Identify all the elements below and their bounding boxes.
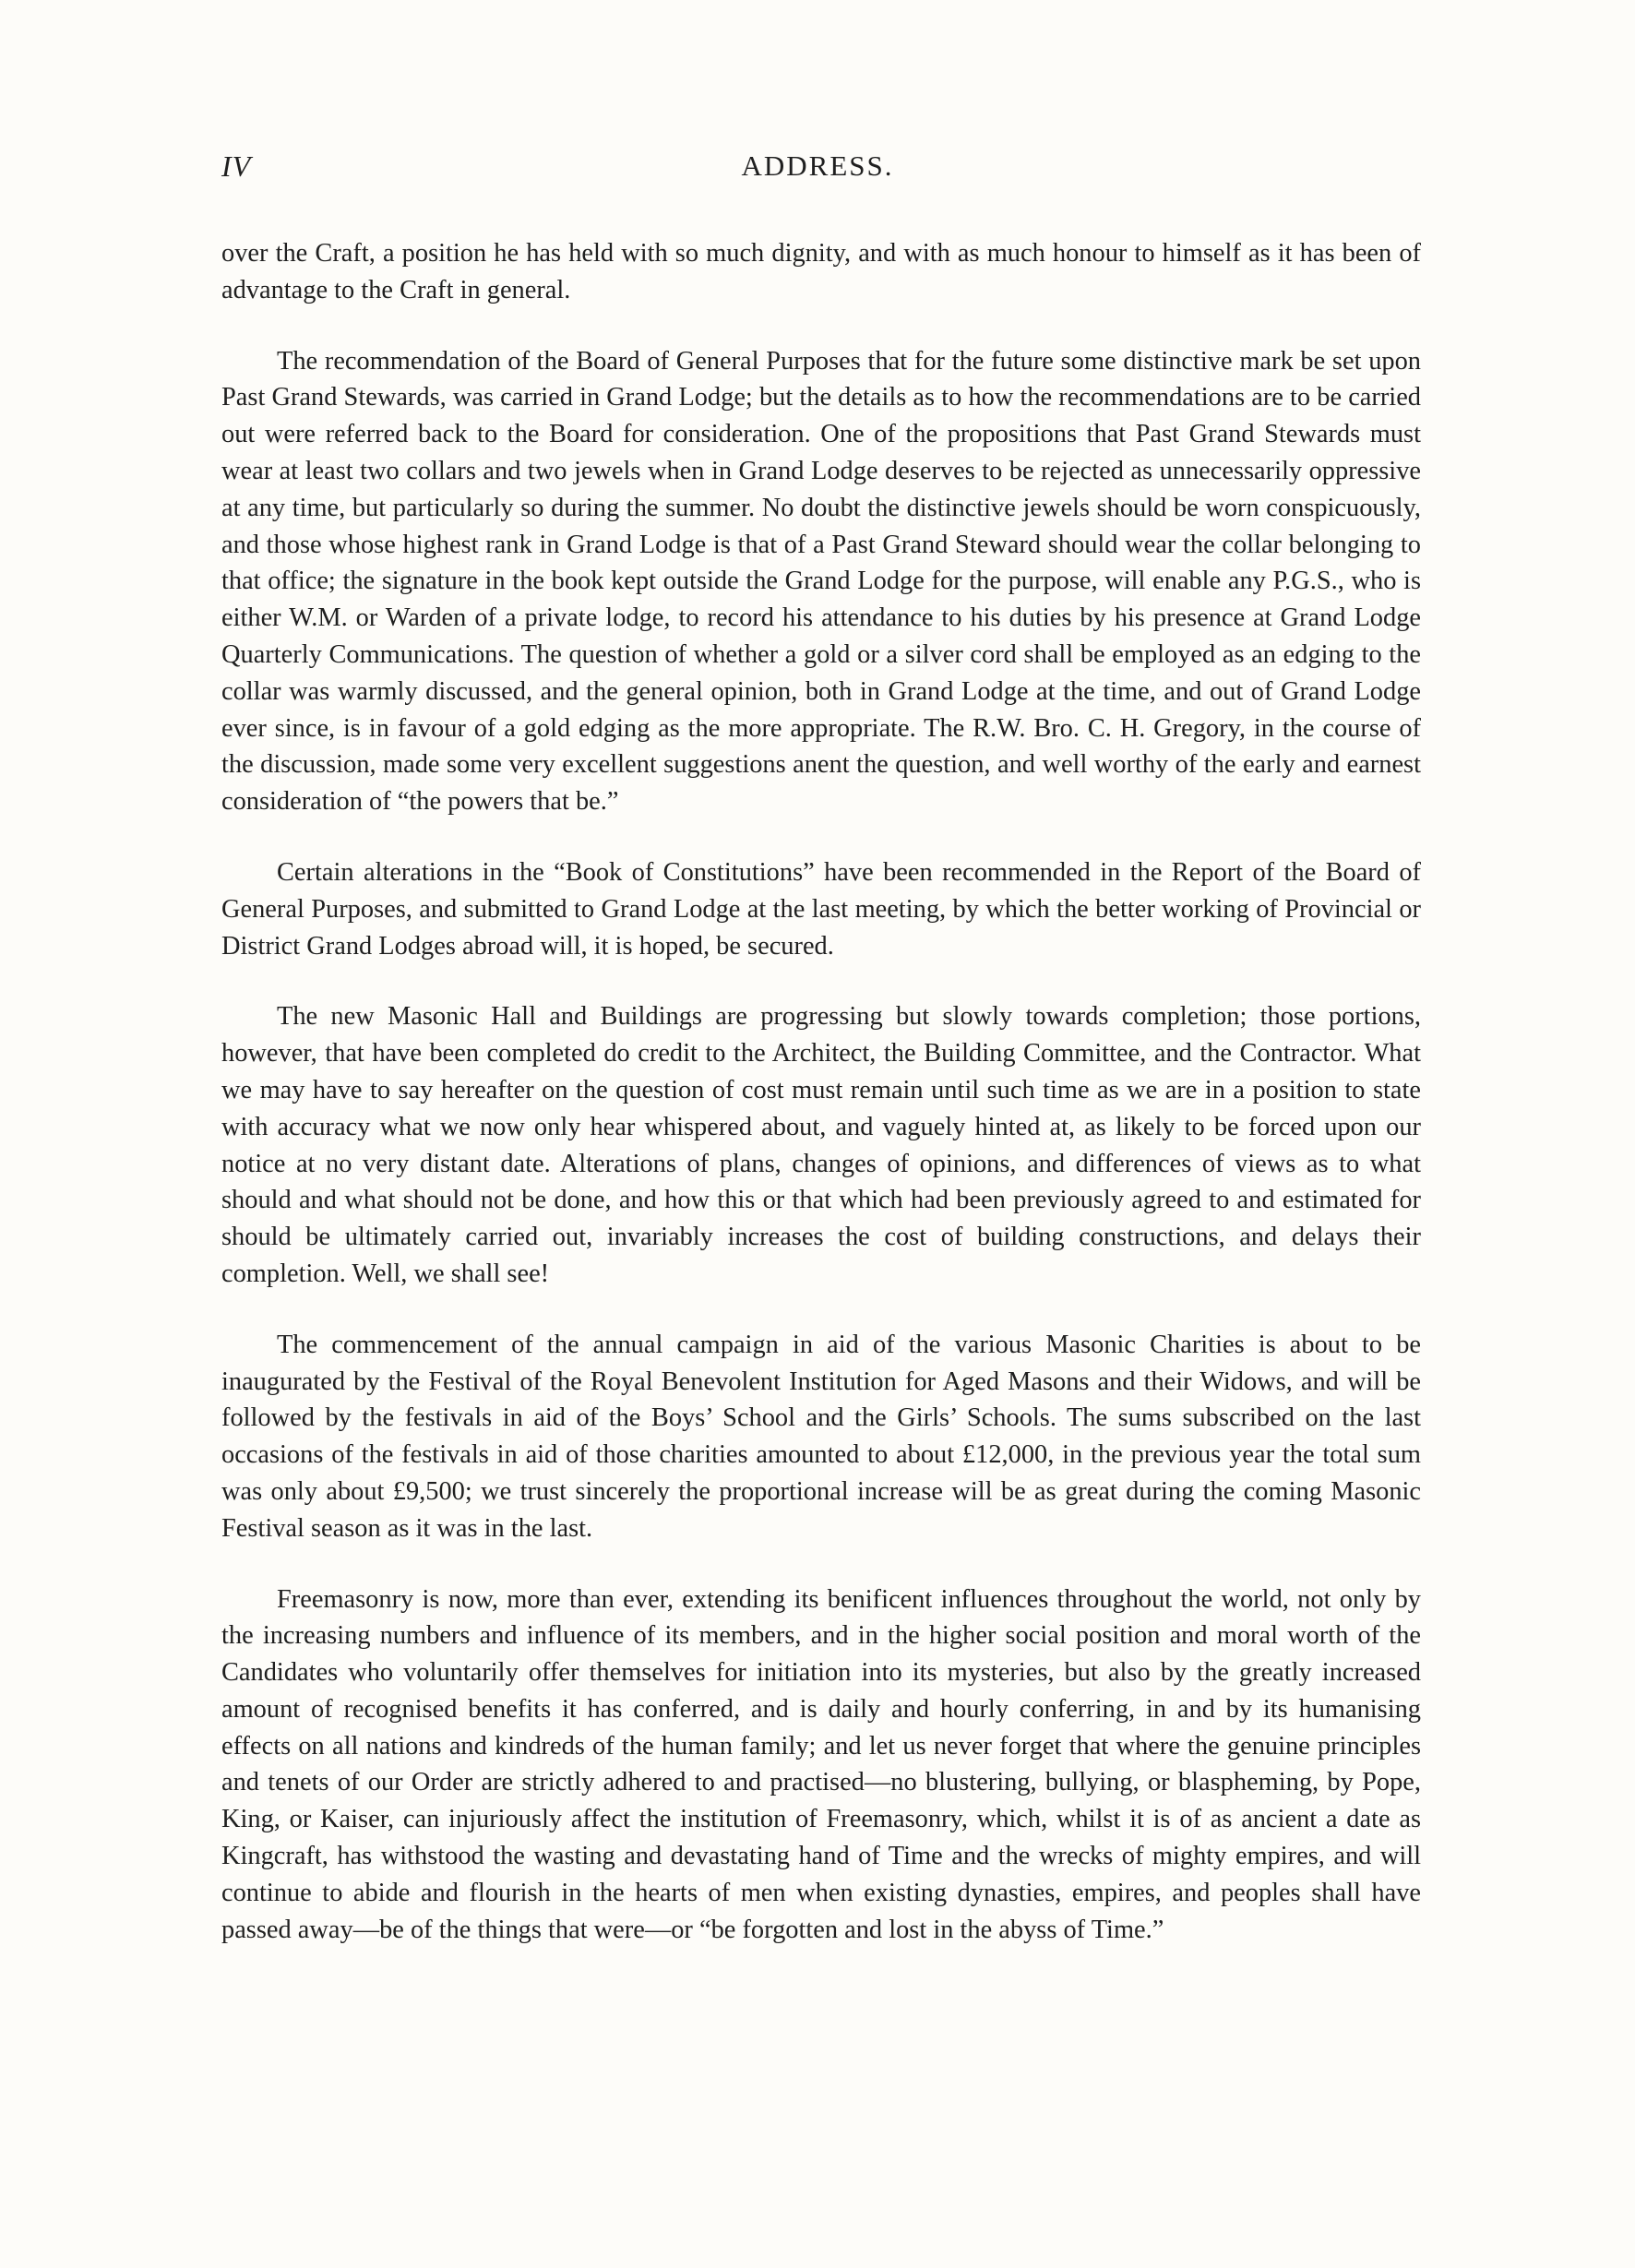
body-text: [221, 235, 1421, 1948]
paragraph-grand-stewards: The recommendation of the Board of General Purposes that for the future some distinctive mark be set upon Past Grand Stewards, was carried in Grand Lodge; but the details as to how the recommendations are to be carried out were referred back to the Board for consideration. One of the propositions that Past Grand Stewards must wear at least two collars and two jewels when in Grand Lodge deserves to be rejected as unnecessarily oppressive at any time, but particularly so during the summer. No doubt the distinctive jewels should be worn conspicuously, and those whose highest rank in Grand Lodge is that of a Past Grand Steward should wear the collar belonging to that office; the signature in the book kept outside the Grand Lodge for the purpose, will enable any P.G.S., who is either W.M. or Warden of a private lodge, to record his attendance to his duties by his presence at Grand Lodge Quarterly Communications. The question of whether a gold or a silver cord shall be employed as an edging to the collar was warmly discussed, and the general opinion, both in Grand Lodge at the time, and out of Grand Lodge ever since, is in favour of a gold edging as the more appropriate. The R.W. Bro. C. H. Gregory, in the course of the discussion, made some very excellent suggestions anent the question, and well worthy of the early and earnest consideration of “the powers that be.”: [221, 346, 1421, 817]
paragraph-constitutions: Certain alterations in the “Book of Constitutions” have been recommended in the Report of the Board of General Purposes, and submitted to Grand Lodge at the last meeting, by which the better working of Provincial or District Grand Lodges abroad will, it is hoped, be secured.: [221, 857, 1421, 961]
page-header: [0, 149, 1635, 186]
paragraph-masonic-hall: The new Masonic Hall and Buildings are progressing but slowly towards completion; those portions, however, that have been completed do credit to the Architect, the Building Committee, and the Contractor. What we may have to say hereafter on the question of cost must remain until such time as we are in a position to state with accuracy what we now only hear whispered about, and vaguely hinted at, as likely to be forced upon our notice at no very distant date. Alterations of plans, changes of opinions, and differences of views as to what should and what should not be done, and how this or that which had been previously agreed to and estimated for should be ultimately carried out, invariably increases the cost of building constructions, and delays their completion. Well, we shall see!: [221, 1002, 1421, 1288]
paragraph-freemasonry: Freemasonry is now, more than ever, extending its benificent influences throughout the world, not only by the increasing numbers and influence of its members, and in the higher social position and moral worth of the Candidates who voluntarily offer themselves for initiation into its mysteries, but also by the greatly increased amount of recognised benefits it has conferred, and is daily and hourly conferring, in and by its humanising effects on all nations and kindreds of the human family; and let us never forget that where the genuine principles and tenets of our Order are strictly adhered to and practised—no blustering, bullying, or blaspheming, by Pope, King, or Kaiser, can injuriously affect the institution of Freemasonry, which, whilst it is of as ancient a date as Kingcraft, has withstood the wasting and devastating hand of Time and the wrecks of mighty empires, and will continue to abide and flourish in the hearts of men when existing dynasties, empires, and peoples shall have passed away—be of the things that were—or “be forgotten and lost in the abyss of Time.”: [221, 1584, 1421, 1944]
page-number: IV: [221, 149, 252, 183]
paragraph-continuation: over the Craft, a position he has held with so much dignity, and with as much honour to himself as it has been of advantage to the Craft in general.: [221, 239, 1421, 304]
running-head: ADDRESS.: [741, 149, 894, 182]
paragraph-charities: The commencement of the annual campaign in aid of the various Masonic Charities is about to be inaugurated by the Festival of the Royal Benevolent Institution for Aged Masons and their Widows, and will be followed by the festivals in aid of the Boys’ School and the Girls’ Schools. The sums subscribed on the last occasions of the festivals in aid of those charities amounted to about £12,000, in the previous year the total sum was only about £9,500; we trust sincerely the proportional increase will be as great during the coming Masonic Festival season as it was in the last.: [221, 1330, 1421, 1543]
